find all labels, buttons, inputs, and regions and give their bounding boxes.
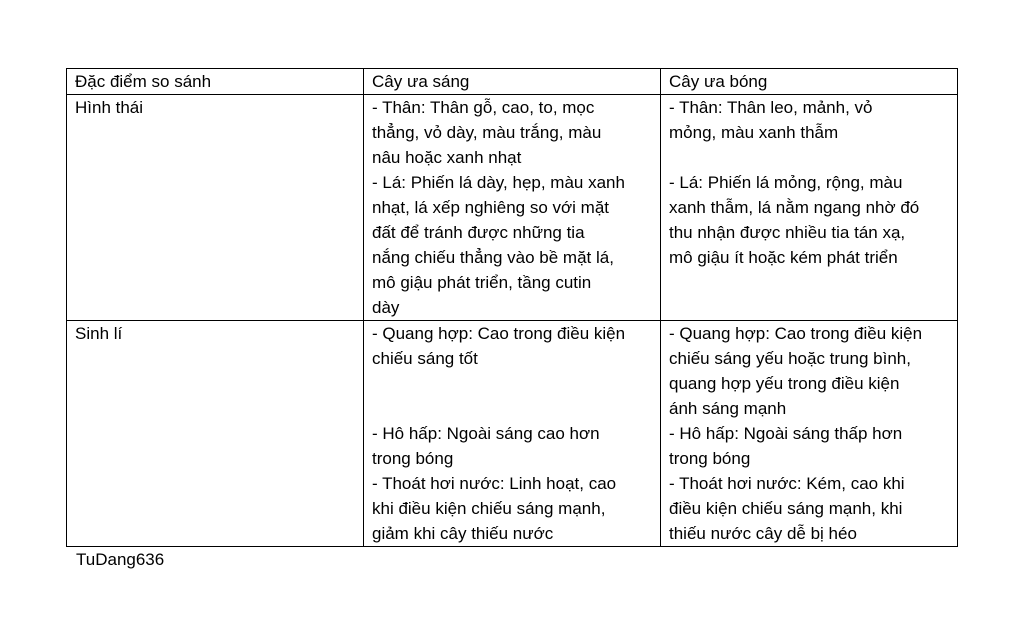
cell-physiology-shade	[661, 321, 958, 547]
text-line: - Lá: Phiến lá dày, hẹp, màu xanh	[372, 173, 625, 192]
text-line: - Hô hấp: Ngoài sáng thấp hơn	[669, 424, 903, 443]
text-line: - Thoát hơi nước: Linh hoạt, cao	[372, 474, 617, 493]
text-line: nhạt, lá xếp nghiêng so với mặt	[372, 198, 610, 217]
header-cell-criteria: Đặc điểm so sánh	[67, 69, 364, 95]
row-label-morphology: Hình thái	[67, 95, 364, 321]
text-line: - Quang hợp: Cao trong điều kiện	[669, 324, 923, 343]
row-label-physiology: Sinh lí	[67, 321, 364, 547]
text-line: quang hợp yếu trong điều kiện	[669, 374, 900, 393]
cell-morphology-sun	[364, 95, 661, 321]
comparison-table	[66, 68, 958, 547]
text-line: điều kiện chiếu sáng mạnh, khi	[669, 499, 903, 518]
text-line: mỏng, màu xanh thẫm	[669, 123, 839, 142]
text-line: chiếu sáng yếu hoặc trung bình,	[669, 349, 911, 368]
text-line: dày	[372, 298, 400, 317]
text-line: - Hô hấp: Ngoài sáng cao hơn	[372, 424, 600, 443]
text-line: nắng chiếu thẳng vào bề mặt lá,	[372, 248, 614, 267]
text-line: nâu hoặc xanh nhạt	[372, 148, 522, 167]
text-line: mô giậu ít hoặc kém phát triển	[669, 248, 898, 267]
text-line: khi điều kiện chiếu sáng mạnh,	[372, 499, 606, 518]
text-line: trong bóng	[372, 449, 454, 468]
text-line: chiếu sáng tốt	[372, 349, 478, 368]
author-label: TuDang636	[76, 550, 165, 569]
text-line: thẳng, vỏ dày, màu trắng, màu	[372, 123, 602, 142]
text-line: - Thoát hơi nước: Kém, cao khi	[669, 474, 905, 493]
text-line: mô giậu phát triển, tầng cutin	[372, 273, 592, 292]
header-cell-shade-plant: Cây ưa bóng	[661, 69, 958, 95]
text-line: - Lá: Phiến lá mỏng, rộng, màu	[669, 173, 903, 192]
text-line: thu nhận được nhiều tia tán xạ,	[669, 223, 906, 242]
text-line: thiếu nước cây dễ bị héo	[669, 524, 857, 543]
table-row-morphology	[67, 95, 958, 321]
blank-line	[372, 371, 652, 396]
header-cell-sun-plant: Cây ưa sáng	[364, 69, 661, 95]
text-line: đất để tránh được những tia	[372, 223, 585, 242]
table-header-row	[67, 69, 958, 95]
text-line: trong bóng	[669, 449, 751, 468]
text-line: giảm khi cây thiếu nước	[372, 524, 554, 543]
text-line: xanh thẫm, lá nằm ngang nhờ đó	[669, 198, 920, 217]
cell-physiology-sun	[364, 321, 661, 547]
blank-line	[669, 145, 949, 170]
text-line: ánh sáng mạnh	[669, 399, 787, 418]
text-line: - Quang hợp: Cao trong điều kiện	[372, 324, 626, 343]
table-row-physiology	[67, 321, 958, 547]
cell-morphology-shade	[661, 95, 958, 321]
blank-line	[372, 396, 652, 421]
text-line: - Thân: Thân leo, mảnh, vỏ	[669, 98, 873, 117]
text-line: - Thân: Thân gỗ, cao, to, mọc	[372, 98, 595, 117]
